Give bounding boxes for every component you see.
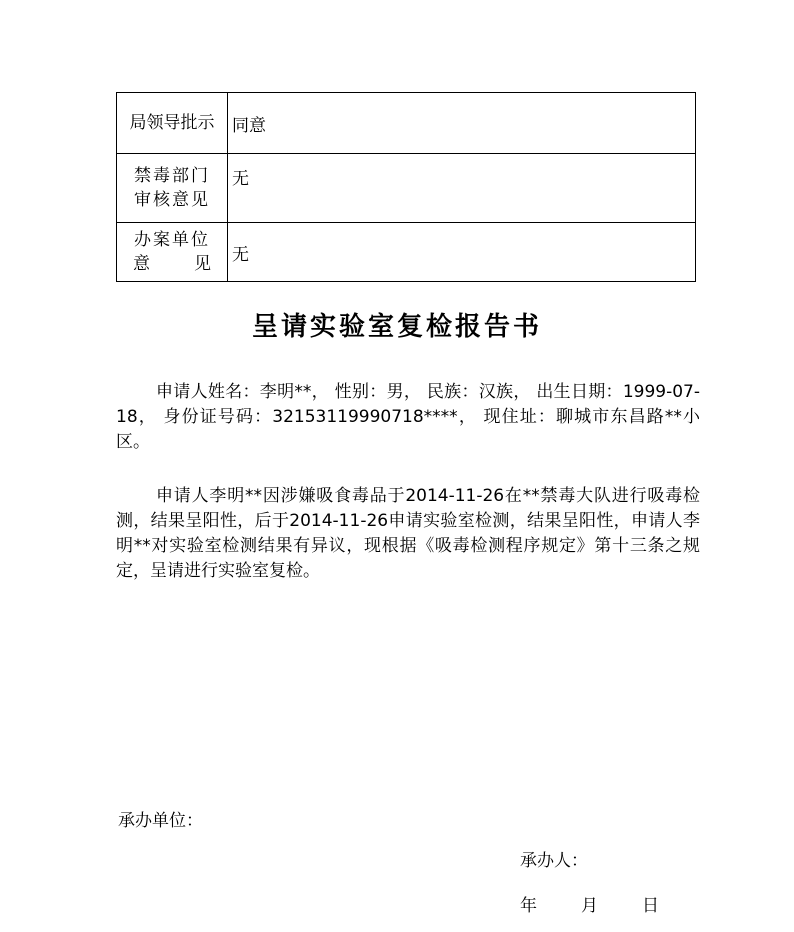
request-reason-paragraph: 申请人李明**因涉嫌吸食毒品于2014-11-26在**禁毒大队进行吸毒检测，结果呈阳性，后于2014-11-26申请实验室检测，结果呈阳性，申请人李明**对实验室检测结果有异议，现根据《吸毒检测程序规定》第十三条之规定，呈请进行实验室复检。 [116, 486, 700, 581]
case-unit-opinion-label-line-1: 办案单位 [134, 230, 210, 250]
narcotics-review-label-line-1: 禁毒部门 [134, 166, 210, 186]
case-unit-opinion-label-char-2: 见 [194, 254, 213, 274]
narcotics-review-value: 无 [228, 154, 696, 223]
approval-row-leader [117, 93, 696, 154]
handling-person-label: 承办人： [520, 851, 588, 871]
narcotics-review-label [117, 154, 228, 223]
document-title: 呈请实验室复检报告书 [251, 312, 542, 342]
case-unit-opinion-label-char-1: 意 [133, 254, 152, 274]
applicant-info-paragraph: 申请人姓名：李明**， 性别：男， 民族：汉族， 出生日期：1999-07-18， 身份证号码：32153119990718****， 现住址：聊城市东昌路**小区。 [116, 382, 700, 452]
handling-unit-label: 承办单位： [118, 811, 203, 831]
leader-approval-label-text: 局领导批示 [129, 113, 215, 133]
narcotics-review-label-line-2: 审核意见 [134, 190, 210, 210]
approval-row-narcotics [117, 154, 696, 223]
case-unit-opinion-label-line-2 [117, 252, 227, 276]
date-month-label: 月 [581, 896, 598, 916]
leader-approval-label [117, 93, 228, 154]
approval-row-case-unit [117, 223, 696, 282]
case-unit-opinion-value: 无 [228, 223, 696, 282]
leader-approval-value: 同意 [228, 93, 696, 154]
signature-date [520, 891, 659, 916]
approval-table [116, 92, 696, 282]
date-day-label: 日 [642, 896, 659, 916]
date-year-label: 年 [520, 896, 537, 916]
case-unit-opinion-label [117, 223, 228, 282]
